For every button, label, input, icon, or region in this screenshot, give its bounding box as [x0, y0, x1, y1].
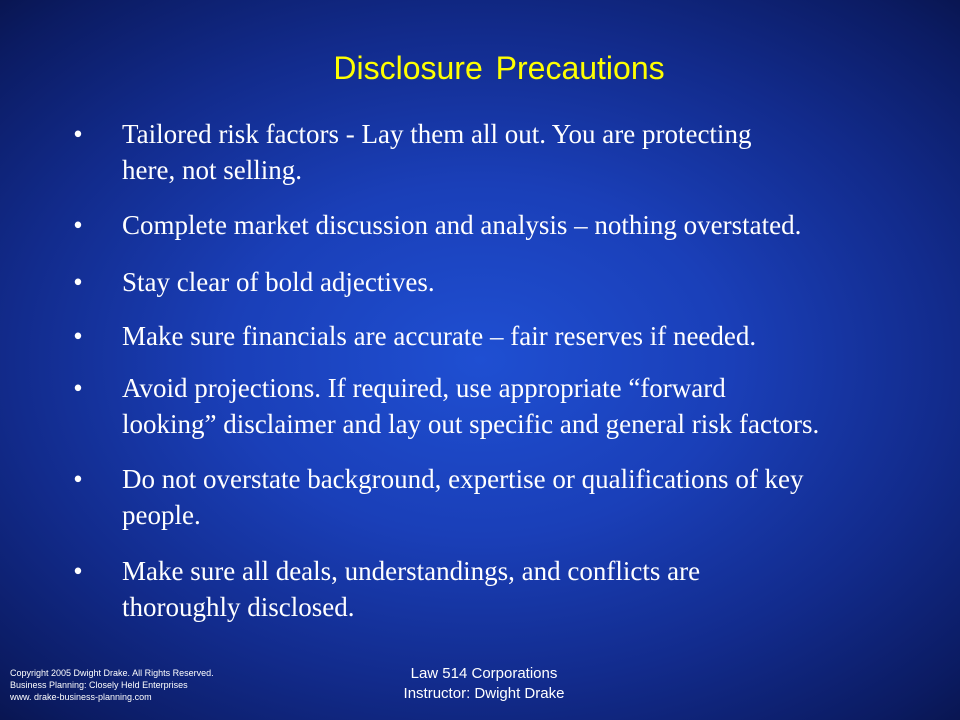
bullet-marker: •	[73, 267, 83, 297]
instructor-name: Instructor: Dwight Drake	[403, 685, 565, 702]
bullet-text: Make sure financials are accurate – fair reserves if needed.	[122, 321, 757, 351]
bullet-text: Complete market discussion and analysis – nothing overstated.	[122, 210, 802, 240]
bullet-marker: •	[73, 373, 83, 403]
bullet-text: Tailored risk factors - Lay them all out. You are protecting here, not selling.	[122, 119, 752, 185]
slide-title: Disclosure Precautions	[333, 50, 665, 86]
bullet-text: Do not overstate background, expertise or qualifications of key people.	[122, 464, 804, 530]
bullet-text: Make sure all deals, understandings, and conflicts are thoroughly disclosed.	[122, 556, 701, 622]
course-name: Law 514 Corporations	[410, 665, 558, 682]
bullet-marker: •	[73, 464, 83, 494]
bullet-marker: •	[73, 210, 83, 240]
bullet-marker: •	[73, 556, 83, 586]
bullet-text: Avoid projections. If required, use appropriate “forward looking” disclaimer and lay out specific and general risk factors.	[122, 373, 820, 439]
bullet-marker: •	[73, 321, 83, 351]
copyright-notice: Copyright 2005 Dwight Drake. All Rights Reserved. Business Planning: Closely Held Enterprises www. drake-business-planning.com	[10, 668, 214, 702]
bullet-marker: •	[73, 119, 83, 149]
course-footer	[334, 664, 634, 704]
bullet-text: Stay clear of bold adjectives.	[122, 267, 435, 297]
